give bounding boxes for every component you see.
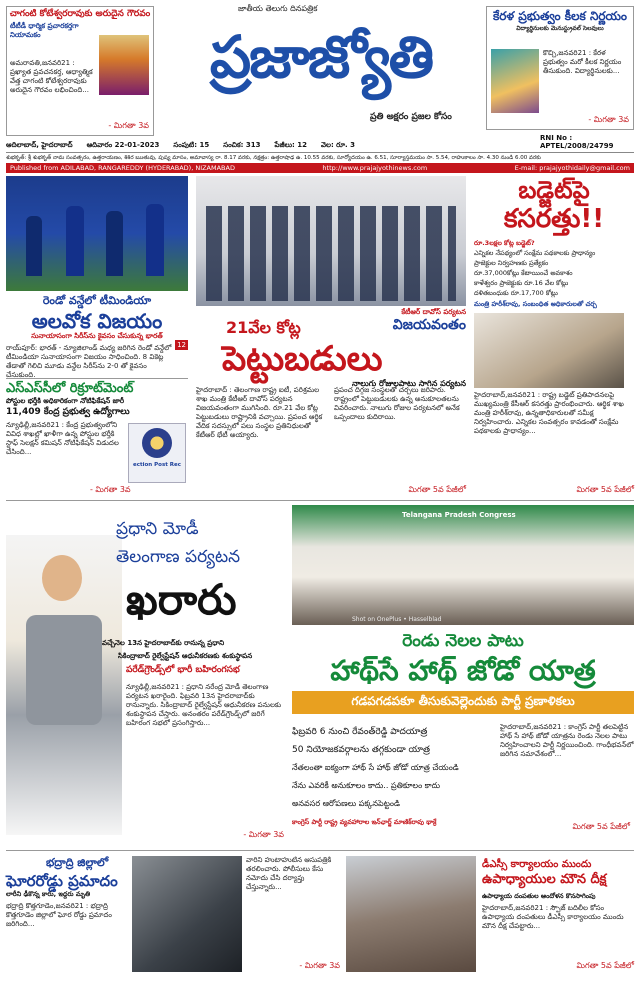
ssc-logo-text: ection Post Rec <box>133 462 181 468</box>
ssc-logo <box>128 423 186 483</box>
modi-photo-face <box>42 555 82 601</box>
bhadradri-body2: వారిని హుటాహుటిన ఆసుపత్రికి తరలించారు. పోలీసులు కేసు నమోదు చేసి దర్యాప్తు చేస్తున్నారు... <box>246 856 332 891</box>
ear-left-signature: - మిగతా 3వ <box>108 121 149 130</box>
investment-sub: నాలుగు రోజులపాటు సాగిన పర్యటన <box>352 379 466 388</box>
bhadradri-signature: - మిగతా 3వ <box>299 961 340 970</box>
modi-sub2: సికింద్రాబాద్ రైల్వేస్టేషన్ ఆధునీకరణకు శంకుస్థాపన <box>118 652 253 660</box>
cricket-page-ref: 12 <box>177 341 186 349</box>
bhadradri-body: భద్రాద్రి కొత్తగూడెం,జనవరి21 : భద్రాద్రి కొత్తగూడెం జిల్లాలో ఘోర రోడ్డు ప్రమాదం జరిగింది... <box>6 902 112 928</box>
ear-right-body: కొచ్చి,జనవరి21 : కేరళ ప్రభుత్వం మరో కీలక నిర్ణయం తీసుకుంది. విద్యార్థినులకు... <box>543 49 622 75</box>
modi-photo <box>6 535 122 835</box>
modi-sub1: వచ్చేనెల 13న హైదరాబాద్‌కు రానున్న ప్రధాని <box>102 639 225 647</box>
yatra-headline: హాథ్‌సే హాథ్ జోడో యాత్ర <box>330 654 596 687</box>
dateline-date: ఆదివారం 22-01-2023 <box>86 141 160 149</box>
dateline-place: ఆదిలాబాద్, హైదరాబాద్ <box>6 141 73 149</box>
budget-point: దళితబంధుకు రూ.17,700 కోట్లు <box>474 289 558 297</box>
yatra-line: 50 నియోజకవర్గాలను తగ్గకుండా యాత్ర <box>292 745 431 755</box>
paper-tagline-top: జాతీయ తెలుగు దినపత్రిక <box>238 4 318 13</box>
dateline-volume: సంపుటి: 15 <box>173 141 210 149</box>
ear-right-signature: - మిగతా 3వ <box>588 115 629 124</box>
published-from: Published from ADILABAD, RANGAREDDY (HYDERABAD), NIZAMABAD <box>10 164 235 172</box>
modi-body: న్యూఢిల్లీ,జనవరి21 : ప్రధాని నరేంద్ర మోడీ తెలంగాణ పర్యటన ఖరారైంది. ఫిబ్రవరి 13న హైదరాబాద్‌కు రానున్నారు. సికింద్రాబాద్ రైల్వేస్టేషన్ ఆధునీకరణ పనులకు శంకుస్థాపన చేస్తారు. అనంతరం పరేడ్‌గ్రౌండ్స్‌లో జరిగే బహిరంగ సభలో ప్రసంగిస్తారు... <box>126 683 281 727</box>
dateline-price: వెల: రూ. 3 <box>321 141 355 149</box>
ssc-sub2: 11,409 కేంద్ర ప్రభుత్వ ఉద్యోగాలు <box>6 407 130 417</box>
congress-meeting-photo <box>292 505 634 625</box>
yatra-line: కాంగ్రెస్ పార్టీ రాష్ట్ర వ్యవహారాల ఇన్‌ఛార్జ్ మాణిక్‌రావు థాక్రే <box>292 818 437 826</box>
investment-body2: ప్రపంచ దిగ్గజ సంస్థలతో చర్చలు జరిపారు. రాష్ట్రంలో పెట్టుబడులకు ఉన్న అనుకూలతలను వివరించారు. నాలుగు రోజుల పర్యటనలో అనేక ఒప్పందాలు కుదిరాయి. <box>334 386 460 421</box>
budget-point: రూ.3లక్షల కోట్ల బడ్జెట్? <box>474 239 535 247</box>
budget-points <box>474 238 634 298</box>
budget-story <box>474 176 634 496</box>
investment-headline: పెట్టుబడులు <box>222 339 383 379</box>
ssc-sub1: పోస్టుల భర్తీకి అధికారికంగా నోటిఫికేషన్ జారీ <box>6 397 125 405</box>
website-link[interactable]: http://www.prajajyothinews.com <box>322 164 428 172</box>
ear-left-headline: చాగంటి కోటేశ్వరరావుకు అరుదైన గౌరవం <box>9 9 151 19</box>
investment-body1: హైదరాబాద్ : తెలంగాణ రాష్ట్ర ఐటీ, పరిశ్రమల శాఖ మంత్రి కేటీఆర్ దావోస్ పర్యటన విజయవంతంగా ముగిసింది. రూ.21 వేల కోట్ల పెట్టుబడులు రాష్ట్రానికి వచ్చాయి. ప్రపంచ ఆర్థిక వేదిక సదస్సులో పలు సంస్థల ప్రతినిధులతో కేటీఆర్ భేటీ అయ్యారు. <box>196 386 323 439</box>
ssc-body: న్యూఢిల్లీ,జనవరి21 : కేంద్ర ప్రభుత్వంలోని వివిధ శాఖల్లో ఖాళీగా ఉన్న పోస్టుల భర్తీకి స్టాఫ్ సెలక్షన్ కమిషన్ నోటిఫికేషన్ విడుదల చేసింది... <box>6 421 119 456</box>
chaganti-photo <box>99 35 149 95</box>
stage-banner-text: Telangana Pradesh Congress <box>402 511 516 519</box>
budget-headline1: బడ్జెట్‌పై <box>518 176 590 204</box>
budget-signature: మిగతా 5వ పేజీలో <box>576 485 634 494</box>
yatra-line: నేను ఎవరికీ అనుకూలం కాదు.. ప్రతికూలం కాదు <box>292 781 441 790</box>
investment-story <box>196 176 466 496</box>
deeksha-signature: మిగతా 5వ పేజీలో <box>576 961 634 970</box>
deeksha-headline2: ఉపాధ్యాయుల మౌన దీక్ష <box>482 872 607 887</box>
investment-kicker2: విజయవంతం <box>392 317 466 333</box>
modi-signature: - మిగతా 3వ <box>243 830 284 839</box>
bhadradri-story <box>6 856 340 974</box>
cricket-story <box>6 176 188 379</box>
yatra-signature: మిగతా 5వ పేజీలో <box>572 822 630 831</box>
cricket-body: రాయ్‌పూర్: భారత్ - న్యూజిలాండ్ మధ్య జరిగిన రెండో వన్డేలో టీమిండియా సునాయాసంగా విజయం సాధించింది. 8 వికెట్ల తేడాతో గెలిచి మూడు వన్డేల సిరీస్‌ను 2-0 తో కైవసం చేసుకుంది. <box>6 344 172 379</box>
deeksha-sub: ఉపాధ్యాయ దంపతుల ఆందోళన కొనసాగింపు <box>482 892 596 900</box>
deeksha-story <box>346 856 634 974</box>
yatra-body: హైదరాబాద్,జనవరి21 : కాంగ్రెస్ పార్టీ తలపెట్టిన హాథ్ సే హాథ్ జోడో యాత్రను రెండు నెలల పాటు నిర్వహించాలని పార్టీ నిర్ణయించింది. గాంధీభవన్‌లో జరిగిన సమావేశంలో... <box>500 723 634 758</box>
masthead <box>0 0 640 150</box>
ear-left <box>6 6 154 136</box>
ssc-signature: - మిగతా 3వ <box>90 485 131 494</box>
modi-kicker: ప్రధాని మోడీ <box>116 519 199 539</box>
ssc-emblem-icon <box>142 428 172 458</box>
budget-body: హైదరాబాద్,జనవరి21 : రాష్ట్ర బడ్జెట్ ప్రతిపాదనలపై ముఖ్యమంత్రి కేసీఆర్ కసరత్తు ప్రారంభించారు. ఆర్థిక శాఖ మంత్రి హరీశ్‌రావు, ఉన్నతాధికారులతో సమీక్ష నిర్వహించారు. ఎన్నికల సంవత్సరం కావడంతో సంక్షేమ పథకాలకు ప్రాధాన్యం... <box>474 391 624 435</box>
modi-sub3: పరేడ్‌గ్రౌండ్స్‌లో భారీ బహిరంగసభ <box>126 665 240 675</box>
ear-right <box>486 6 634 130</box>
budget-point: ఎన్నికల నేపథ్యంలో సంక్షేమ పథకాలకు ప్రాధాన్యం <box>474 249 596 257</box>
yatra-line: ఫిబ్రవరి 6 నుంచి రేవంత్‌రెడ్డి పాదయాత్ర <box>292 727 428 737</box>
publisher-strip <box>6 163 634 173</box>
ear-right-sub: విద్యార్థినులకు మెనుస్ట్రువల్ సెలవులు <box>516 25 604 32</box>
dateline-pages: పేజీలు: 12 <box>274 141 307 149</box>
kerala-students-photo <box>491 49 539 113</box>
rni-number: RNI No : APTEL/2008/24799 <box>540 134 614 150</box>
yatra-line: అనవసర ఆరోపణలు పక్కనపెట్టండి <box>292 799 400 808</box>
protest-photo <box>346 856 476 972</box>
email-link[interactable]: E-mail: prajajyothidaily@gmail.com <box>514 164 630 172</box>
yatra-line: నేతలంతా ఐక్యంగా హాథ్ సే హాథ్ జోడో యాత్ర చేయండి <box>292 763 459 772</box>
investment-headline-small: 21వేల కోట్ల <box>226 318 301 337</box>
car-accident-photo <box>132 856 242 972</box>
bhadradri-headline1: భద్రాద్రి జిల్లాలో <box>46 856 109 869</box>
dateline <box>6 141 526 151</box>
ssc-headline: ఎస్ఎస్‌సీలో రిక్రూట్‌మెంట్ <box>6 381 134 396</box>
kcr-photo <box>474 313 624 388</box>
yatra-lines <box>292 723 492 831</box>
ear-right-headline: కేరళ ప్రభుత్వం కీలక నిర్ణయం <box>492 9 628 23</box>
cricket-kicker: రెండో వన్డేలో టీమిండియా <box>42 294 152 307</box>
paper-title: ప్రజాజ్యోతి <box>209 23 433 91</box>
dateline-issue: సంచిక: 313 <box>223 141 261 149</box>
yatra-story <box>292 505 634 847</box>
deeksha-body: హైదరాబాద్,జనవరి21 : స్పౌజ్ బదిలీల కోసం ఉపాధ్యాయ దంపతులు డీఎస్సీ కార్యాలయం ముందు మౌన దీక్ష చేపట్టారు... <box>482 904 624 930</box>
paper-tagline-bottom: ప్రతి అక్షరం ప్రజల కోసం <box>370 112 452 122</box>
budget-point: ప్రాజెక్టుల నిర్వహణకు ప్రత్యేకం <box>474 259 549 267</box>
budget-minister: మంత్రి హరీశ్‌రావు, సంబంధిత అధికారులతో చర్చ <box>474 300 597 308</box>
cricket-team-photo <box>6 176 188 291</box>
budget-point: రూ.37,000కోట్లు కేటాయించే అవకాశం <box>474 269 573 277</box>
investment-signature: మిగతా 5వ పేజీలో <box>408 485 466 494</box>
panchangam: శుభకృత్: శ్రీ శుభకృత్ నామ సంవత్సరం, ఉత్తరాయణం, శిశిర ఋతువు, పుష్య మాసం, అమావాస్య రా. 8.17 వరకు, నక్షత్రం: ఉత్తరాషాఢ ఉ. 10.55 వరకు, సూర్యోదయం ఉ. 6.51, సూర్యాస్తమయం సా. 5.54, రాహుకాలం సా. 4.30 నుండి 6.00 వరకు <box>6 152 634 162</box>
yatra-banner: గడపగడపకూ తీసుకువెల్లెందుకు పార్టీ ప్రణాళికలు <box>292 691 634 714</box>
deeksha-headline1: డీఎస్సీ కార్యాలయం ముందు <box>482 859 592 870</box>
modi-photo-vest <box>26 615 102 725</box>
ktr-davos-photo <box>196 176 466 306</box>
modi-kicker2: తెలంగాణ పర్యటన <box>116 547 241 567</box>
modi-headline: ఖరారు <box>126 575 237 624</box>
modi-story <box>6 505 288 847</box>
yatra-kicker: రెండు నెలల పాటు <box>402 631 524 651</box>
bhadradri-headline2: ఘోరరోడ్డు ప్రమాదం <box>6 872 118 890</box>
ssc-story <box>6 378 188 498</box>
cricket-headline: అలవోక విజయం <box>31 309 163 333</box>
ear-left-body: అమరావతి,జనవరి21 : ప్రఖ్యాత ప్రవచనకర్త, ఆధ్యాత్మిక వేత్త చాగంటి కోటేశ్వరరావుకు అరుదైన గౌరవం లభించింది... <box>10 59 93 94</box>
print-color-bar <box>6 978 634 984</box>
budget-headline2: కసరత్తు!! <box>503 204 605 234</box>
cricket-sub: సునాయాసంగా సిరీస్‌ను కైవసం చేసుకున్న భారత్ <box>31 332 163 340</box>
bhadradri-sub: లారీని ఢీకొన్న కారు, ఇద్దరు మృతి <box>6 890 91 898</box>
ear-left-sub: టీటీడీ ధార్మిక ప్రచారకర్తగా నియామకం <box>10 22 79 39</box>
investment-kicker: కేటీఆర్ దావోస్ పర్యటన <box>401 308 466 316</box>
photo-watermark: Shot on OnePlus • Hasselblad <box>352 616 442 623</box>
budget-point: కాళేశ్వరం ప్రాజెక్టుకు రూ.16 వేల కోట్లు <box>474 279 569 287</box>
